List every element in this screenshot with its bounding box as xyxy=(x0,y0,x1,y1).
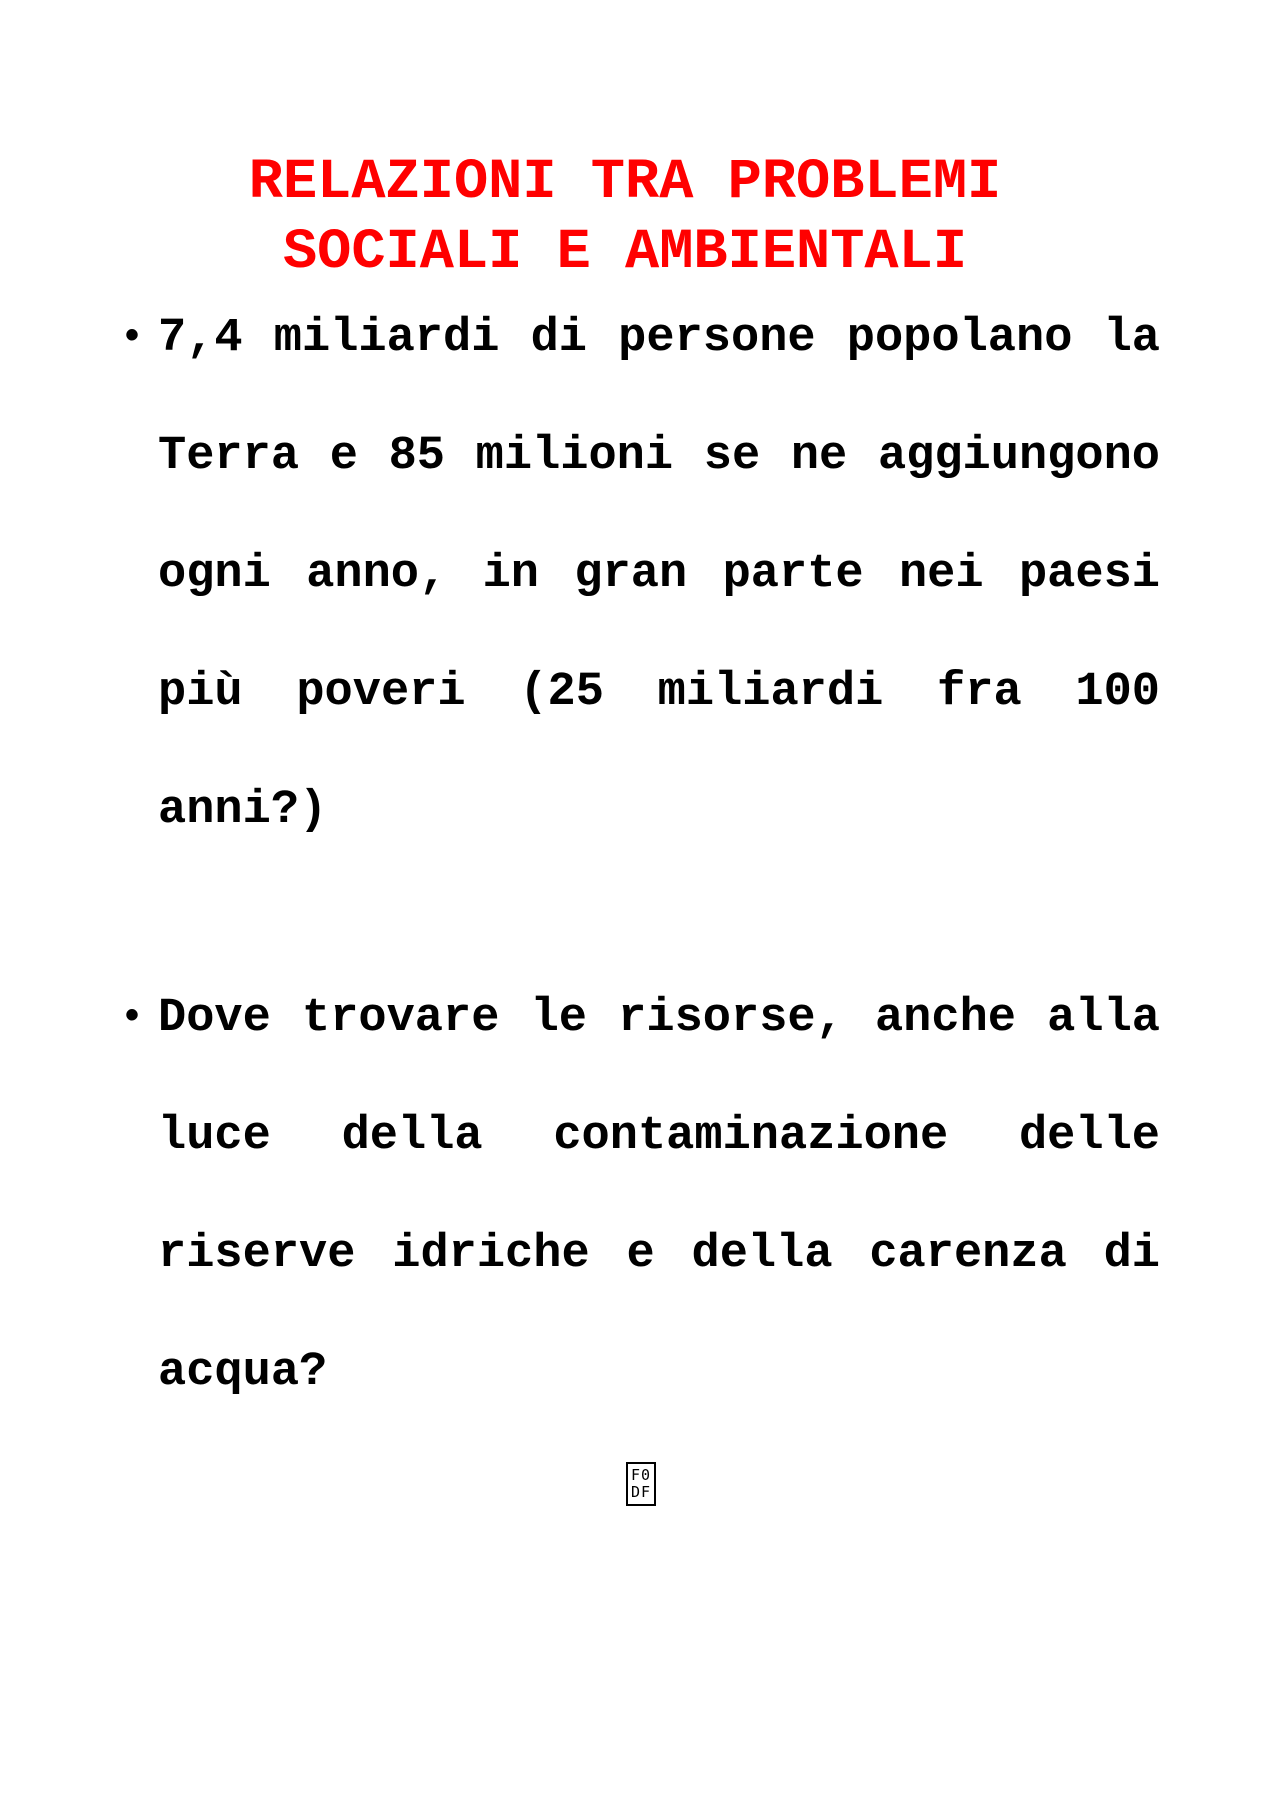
missing-glyph-row-1: F0 xyxy=(631,1466,652,1484)
missing-glyph-row-2: DF xyxy=(631,1483,652,1501)
title-line-1: RELAZIONI TRA PROBLEMI xyxy=(248,151,1002,215)
page-title xyxy=(100,148,1150,288)
bullet-marker: • xyxy=(120,316,145,361)
missing-glyph-icon xyxy=(626,1462,656,1506)
bullet-item-resources xyxy=(120,960,1160,1432)
bullet-marker: • xyxy=(120,996,145,1041)
bullet-text: 7,4 miliardi di persone popolano la Terra e 85 milioni se ne aggiungono ogni anno, in gran parte nei paesi più poveri (25 miliardi fra 100 anni?) xyxy=(158,312,1160,837)
title-line-2: SOCIALI E AMBIENTALI xyxy=(282,221,968,285)
bullet-text: Dove trovare le risorse, anche alla luce della contaminazione delle riserve idriche e della carenza di acqua? xyxy=(158,992,1160,1399)
bullet-item-population xyxy=(120,280,1160,870)
